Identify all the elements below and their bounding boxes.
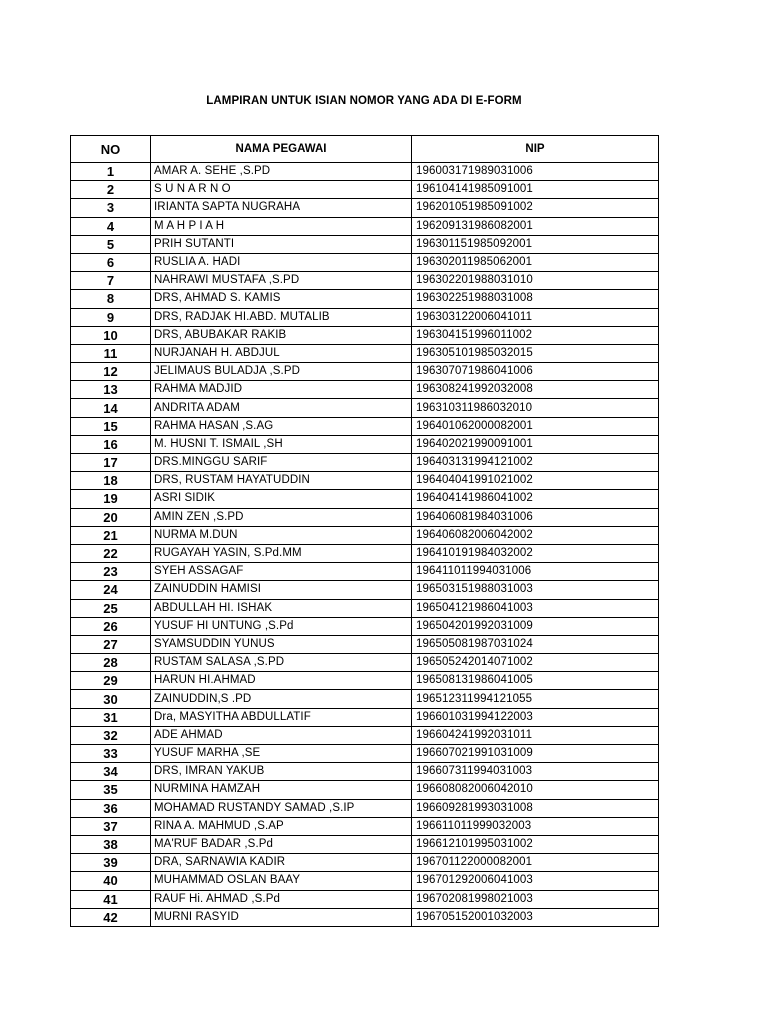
- table-row: [71, 526, 659, 544]
- row-number: 5: [71, 235, 151, 253]
- employee-nip: 196611011999032003: [412, 817, 659, 835]
- employee-nip: 196402021990091001: [412, 435, 659, 453]
- employee-name: MA'RUF BADAR ,S.Pd: [151, 835, 412, 853]
- employee-name: YUSUF MARHA ,SE: [151, 745, 412, 763]
- row-number: 12: [71, 363, 151, 381]
- employee-name: ZAINUDDIN HAMISI: [151, 581, 412, 599]
- table-row: [71, 290, 659, 308]
- employee-name: NAHRAWI MUSTAFA ,S.PD: [151, 272, 412, 290]
- employee-name: DRA, SARNAWIA KADIR: [151, 854, 412, 872]
- employee-nip: 196503151988031003: [412, 581, 659, 599]
- employee-name: RAUF Hi. AHMAD ,S.Pd: [151, 890, 412, 908]
- employee-nip: 196404141986041002: [412, 490, 659, 508]
- row-number: 39: [71, 854, 151, 872]
- employee-name: M A H P I A H: [151, 217, 412, 235]
- row-number: 7: [71, 272, 151, 290]
- table-row: [71, 563, 659, 581]
- employee-name: RUSLIA A. HADI: [151, 253, 412, 271]
- table-row: [71, 217, 659, 235]
- employee-name: AMIN ZEN ,S.PD: [151, 508, 412, 526]
- table-row: [71, 890, 659, 908]
- table-row: [71, 817, 659, 835]
- table-row: [71, 617, 659, 635]
- employee-nip: 196406081984031006: [412, 508, 659, 526]
- table-row: [71, 435, 659, 453]
- employee-nip: 196607021991031009: [412, 745, 659, 763]
- row-number: 28: [71, 654, 151, 672]
- row-number: 20: [71, 508, 151, 526]
- row-number: 26: [71, 617, 151, 635]
- table-row: [71, 326, 659, 344]
- employee-nip: 196104141985091001: [412, 181, 659, 199]
- employee-name: RAHMA HASAN ,S.AG: [151, 417, 412, 435]
- employee-nip: 196505081987031024: [412, 635, 659, 653]
- row-number: 19: [71, 490, 151, 508]
- row-number: 31: [71, 708, 151, 726]
- employee-name: S U N A R N O: [151, 181, 412, 199]
- employee-nip: 196508131986041005: [412, 672, 659, 690]
- table-row: [71, 508, 659, 526]
- employee-name: ANDRITA ADAM: [151, 399, 412, 417]
- table-row: [71, 235, 659, 253]
- table-row: [71, 672, 659, 690]
- table-header-row: [71, 136, 659, 163]
- table-row: [71, 472, 659, 490]
- header-no: NO: [71, 136, 151, 163]
- employee-name: PRIH SUTANTI: [151, 235, 412, 253]
- employee-nip: 196601031994122003: [412, 708, 659, 726]
- table-row: [71, 581, 659, 599]
- employee-nip: 196209131986082001: [412, 217, 659, 235]
- row-number: 29: [71, 672, 151, 690]
- row-number: 1: [71, 163, 151, 181]
- table-row: [71, 763, 659, 781]
- employee-name: MURNI RASYID: [151, 908, 412, 926]
- row-number: 8: [71, 290, 151, 308]
- row-number: 36: [71, 799, 151, 817]
- table-row: [71, 690, 659, 708]
- employee-nip: 196702081998021003: [412, 890, 659, 908]
- row-number: 35: [71, 781, 151, 799]
- employee-name: RUSTAM SALASA ,S.PD: [151, 654, 412, 672]
- table-row: [71, 308, 659, 326]
- table-row: [71, 654, 659, 672]
- employee-name: YUSUF HI UNTUNG ,S.Pd: [151, 617, 412, 635]
- row-number: 22: [71, 544, 151, 562]
- table-row: [71, 726, 659, 744]
- row-number: 14: [71, 399, 151, 417]
- row-number: 10: [71, 326, 151, 344]
- employee-nip: 196608082006042010: [412, 781, 659, 799]
- table-row: [71, 199, 659, 217]
- employee-nip: 196304151996011002: [412, 326, 659, 344]
- employee-nip: 196401062000082001: [412, 417, 659, 435]
- employee-nip: 196003171989031006: [412, 163, 659, 181]
- employee-name: ASRI SIDIK: [151, 490, 412, 508]
- table-row: [71, 908, 659, 926]
- employee-nip: 196604241992031011: [412, 726, 659, 744]
- row-number: 30: [71, 690, 151, 708]
- employee-nip: 196411011994031006: [412, 563, 659, 581]
- table-row: [71, 417, 659, 435]
- table-row: [71, 835, 659, 853]
- employee-nip: 196308241992032008: [412, 381, 659, 399]
- table-body: [71, 163, 659, 927]
- row-number: 25: [71, 599, 151, 617]
- employee-nip: 196505242014071002: [412, 654, 659, 672]
- document-title: LAMPIRAN UNTUK ISIAN NOMOR YANG ADA DI E-FORM: [206, 95, 522, 107]
- row-number: 11: [71, 344, 151, 362]
- table-row: [71, 781, 659, 799]
- row-number: 9: [71, 308, 151, 326]
- row-number: 38: [71, 835, 151, 853]
- table-row: [71, 635, 659, 653]
- row-number: 21: [71, 526, 151, 544]
- table-row: [71, 363, 659, 381]
- row-number: 15: [71, 417, 151, 435]
- employee-name: M. HUSNI T. ISMAIL ,SH: [151, 435, 412, 453]
- employee-name: JELIMAUS BULADJA ,S.PD: [151, 363, 412, 381]
- employee-name: RUGAYAH YASIN, S.Pd.MM: [151, 544, 412, 562]
- employee-table: [70, 135, 659, 927]
- row-number: 23: [71, 563, 151, 581]
- employee-nip: 196612101995031002: [412, 835, 659, 853]
- employee-nip: 196307071986041006: [412, 363, 659, 381]
- row-number: 27: [71, 635, 151, 653]
- row-number: 33: [71, 745, 151, 763]
- table-row: [71, 872, 659, 890]
- row-number: 18: [71, 472, 151, 490]
- table-row: [71, 490, 659, 508]
- row-number: 24: [71, 581, 151, 599]
- employee-name: NURJANAH H. ABDJUL: [151, 344, 412, 362]
- employee-nip: 196302201988031010: [412, 272, 659, 290]
- employee-nip: 196301151985092001: [412, 235, 659, 253]
- employee-nip: 196303122006041011: [412, 308, 659, 326]
- table-row: [71, 854, 659, 872]
- row-number: 41: [71, 890, 151, 908]
- employee-nip: 196609281993031008: [412, 799, 659, 817]
- employee-nip: 196404041991021002: [412, 472, 659, 490]
- employee-name: RAHMA MADJID: [151, 381, 412, 399]
- row-number: 42: [71, 908, 151, 926]
- employee-name: NURMINA HAMZAH: [151, 781, 412, 799]
- row-number: 6: [71, 253, 151, 271]
- employee-nip: 196302251988031008: [412, 290, 659, 308]
- employee-name: ABDULLAH HI. ISHAK: [151, 599, 412, 617]
- employee-name: DRS, RUSTAM HAYATUDDIN: [151, 472, 412, 490]
- employee-nip: 196607311994031003: [412, 763, 659, 781]
- row-number: 17: [71, 454, 151, 472]
- employee-nip: 196701122000082001: [412, 854, 659, 872]
- employee-name: AMAR A. SEHE ,S.PD: [151, 163, 412, 181]
- table-row: [71, 344, 659, 362]
- employee-name: NURMA M.DUN: [151, 526, 412, 544]
- employee-nip: 196504201992031009: [412, 617, 659, 635]
- table-row: [71, 163, 659, 181]
- employee-nip: 196701292006041003: [412, 872, 659, 890]
- employee-name: MOHAMAD RUSTANDY SAMAD ,S.IP: [151, 799, 412, 817]
- employee-name: RINA A. MAHMUD ,S.AP: [151, 817, 412, 835]
- row-number: 4: [71, 217, 151, 235]
- employee-nip: 196310311986032010: [412, 399, 659, 417]
- employee-name: IRIANTA SAPTA NUGRAHA: [151, 199, 412, 217]
- employee-name: SYAMSUDDIN YUNUS: [151, 635, 412, 653]
- table-row: [71, 745, 659, 763]
- employee-name: DRS, IMRAN YAKUB: [151, 763, 412, 781]
- table-row: [71, 544, 659, 562]
- header-nama-pegawai: NAMA PEGAWAI: [151, 136, 412, 163]
- row-number: 32: [71, 726, 151, 744]
- table-row: [71, 454, 659, 472]
- employee-nip: 196410191984032002: [412, 544, 659, 562]
- employee-name: DRS, RADJAK HI.ABD. MUTALIB: [151, 308, 412, 326]
- row-number: 37: [71, 817, 151, 835]
- employee-name: DRS.MINGGU SARIF: [151, 454, 412, 472]
- employee-nip: 196403131994121002: [412, 454, 659, 472]
- employee-name: ZAINUDDIN,S .PD: [151, 690, 412, 708]
- row-number: 34: [71, 763, 151, 781]
- table-row: [71, 799, 659, 817]
- employee-name: MUHAMMAD OSLAN BAAY: [151, 872, 412, 890]
- employee-name: HARUN HI.AHMAD: [151, 672, 412, 690]
- table-row: [71, 181, 659, 199]
- row-number: 40: [71, 872, 151, 890]
- row-number: 3: [71, 199, 151, 217]
- employee-name: DRS, AHMAD S. KAMIS: [151, 290, 412, 308]
- table-row: [71, 708, 659, 726]
- table-row: [71, 381, 659, 399]
- row-number: 16: [71, 435, 151, 453]
- employee-nip: 196305101985032015: [412, 344, 659, 362]
- employee-nip: 196705152001032003: [412, 908, 659, 926]
- employee-name: SYEH ASSAGAF: [151, 563, 412, 581]
- table-row: [71, 599, 659, 617]
- employee-nip: 196504121986041003: [412, 599, 659, 617]
- row-number: 13: [71, 381, 151, 399]
- row-number: 2: [71, 181, 151, 199]
- employee-nip: 196512311994121055: [412, 690, 659, 708]
- employee-name: ADE AHMAD: [151, 726, 412, 744]
- employee-name: DRS, ABUBAKAR RAKIB: [151, 326, 412, 344]
- table-row: [71, 272, 659, 290]
- header-nip: NIP: [412, 136, 659, 163]
- employee-nip: 196406082006042002: [412, 526, 659, 544]
- employee-nip: 196201051985091002: [412, 199, 659, 217]
- employee-name: Dra, MASYITHA ABDULLATIF: [151, 708, 412, 726]
- table-row: [71, 253, 659, 271]
- employee-nip: 196302011985062001: [412, 253, 659, 271]
- table-row: [71, 399, 659, 417]
